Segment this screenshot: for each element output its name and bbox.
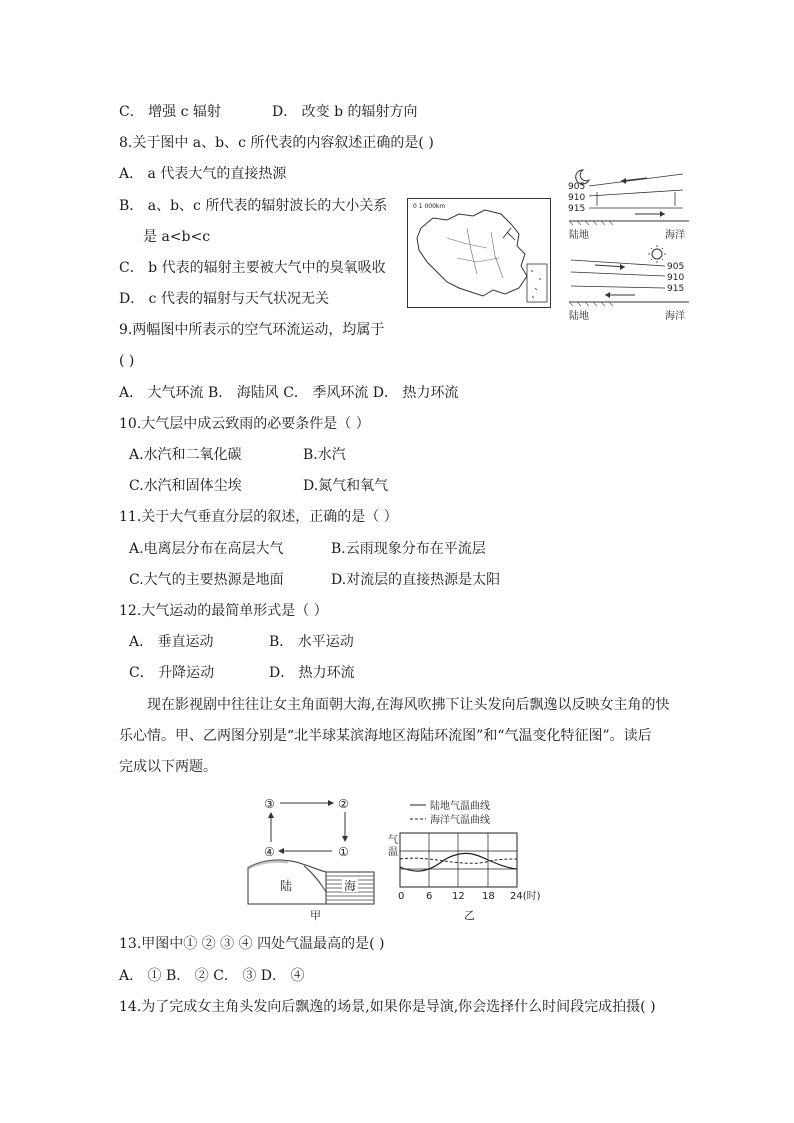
sea-label-top: 海洋 [665,230,685,241]
q7-option-c: C． 增强 c 辐射 [119,104,221,120]
land-temp-curve [400,853,517,871]
jia-land-label: 陆 [280,879,293,893]
q12-option-b: B． 水平运动 [269,634,354,650]
sea-temp-curve [400,858,517,863]
q11-option-c: C.大气的主要热源是地面 [129,572,284,588]
map-scale-label: 0 1 000km [413,203,446,210]
q8-option-c: C． b 代表的辐射主要被大气中的臭氧吸收 [119,260,386,276]
q8-option-a: A． a 代表大气的直接热源 [119,166,287,182]
q12-option-d: D． 热力环流 [269,665,355,681]
isobar-915-label: 915 [568,204,586,214]
q10-option-a: A.水汽和二氧化碳 [129,447,242,463]
jia-point-2: ② [338,797,349,811]
jia-caption: 甲 [310,909,321,922]
yi-xtick-12: 12 [452,891,465,902]
isobar-910-label-b: 910 [667,273,685,283]
isobar-905-label: 905 [568,182,586,192]
q8-option-d: D． c 代表的辐射与天气状况无关 [119,291,329,307]
q13-options: A． ① B． ② C． ③ D． ④ [119,968,305,984]
jia-point-1: ① [338,845,349,859]
land-label-bottom: 陆地 [569,311,589,322]
q11-option-a: A.电离层分布在高层大气 [129,541,284,557]
isobar-915-label-b: 915 [667,284,685,294]
q10-option-c: C.水汽和固体尘埃 [129,478,242,494]
yi-xtick-24: 24(时) [510,891,541,902]
q10-stem: 10.大气层中成云致雨的必要条件是（ ） [119,416,370,432]
figure-yi [384,797,546,927]
isobar-905-label-b: 905 [667,262,685,272]
figure-jia [244,792,378,926]
circulation-figure [565,164,695,328]
sea-label-bottom: 海洋 [665,311,685,322]
q8-stem: 8.关于图中 a、b、c 所代表的内容叙述正确的是( ) [119,135,434,151]
passage-line-2: 乐心情。甲、乙两图分别是“北半球某滨海地区海陆环流图”和“气温变化特征图”。读后 [119,728,652,744]
q9-options: A． 大气环流 B． 海陆风 C． 季风环流 D． 热力环流 [119,385,459,401]
q14-stem: 14.为了完成女主角头发向后飘逸的场景,如果你是导演,你会选择什么时间段完成拍摄( ) [119,999,656,1015]
q8-option-b-cont: 是 a<b<c [143,229,211,245]
q10-option-b: B.水汽 [303,447,346,463]
land-label-top: 陆地 [569,230,589,241]
passage-line-1: 现在影视剧中往往让女主角面朝大海,在海风吹拂下让头发向后飘逸以反映女主角的快 [147,697,670,713]
q7-option-d: D． 改变 b 的辐射方向 [272,104,418,120]
legend-sea: 海洋气温曲线 [430,815,490,826]
q11-stem: 11.关于大气垂直分层的叙述，正确的是（ ） [119,509,398,525]
jia-point-4: ④ [264,845,275,859]
q12-option-c: C． 升降运动 [129,665,215,681]
q11-option-b: B.云雨现象分布在平流层 [331,541,486,557]
jia-point-3: ③ [264,797,275,811]
jia-sea-label: 海 [344,879,357,893]
yi-ylabel-2: 温 [388,847,398,858]
passage-line-3: 完成以下两题。 [119,759,217,775]
yi-xtick-18: 18 [482,891,495,902]
q9-paren: ( ) [119,353,135,369]
q11-option-d: D.对流层的直接热源是太阳 [331,572,501,588]
legend-land: 陆地气温曲线 [430,801,490,812]
q12-stem: 12.大气运动的最简单形式是（ ） [119,603,328,619]
q10-option-d: D.氮气和氧气 [303,478,389,494]
q12-option-a: A． 垂直运动 [129,634,214,650]
yi-ylabel-1: 气 [388,835,398,846]
yi-caption: 乙 [464,909,475,922]
q9-stem: 9.两幅图中所表示的空气环流运动，均属于 [119,322,385,338]
china-map-figure [407,198,551,312]
q8-option-b: B． a、b、c 所代表的辐射波长的大小关系 [119,198,388,214]
q13-stem: 13.甲图中① ② ③ ④ 四处气温最高的是( ) [119,936,385,952]
yi-xtick-0: 0 [398,891,405,902]
isobar-910-label: 910 [568,193,586,203]
sun-icon [648,245,666,263]
yi-xtick-6: 6 [426,891,433,902]
